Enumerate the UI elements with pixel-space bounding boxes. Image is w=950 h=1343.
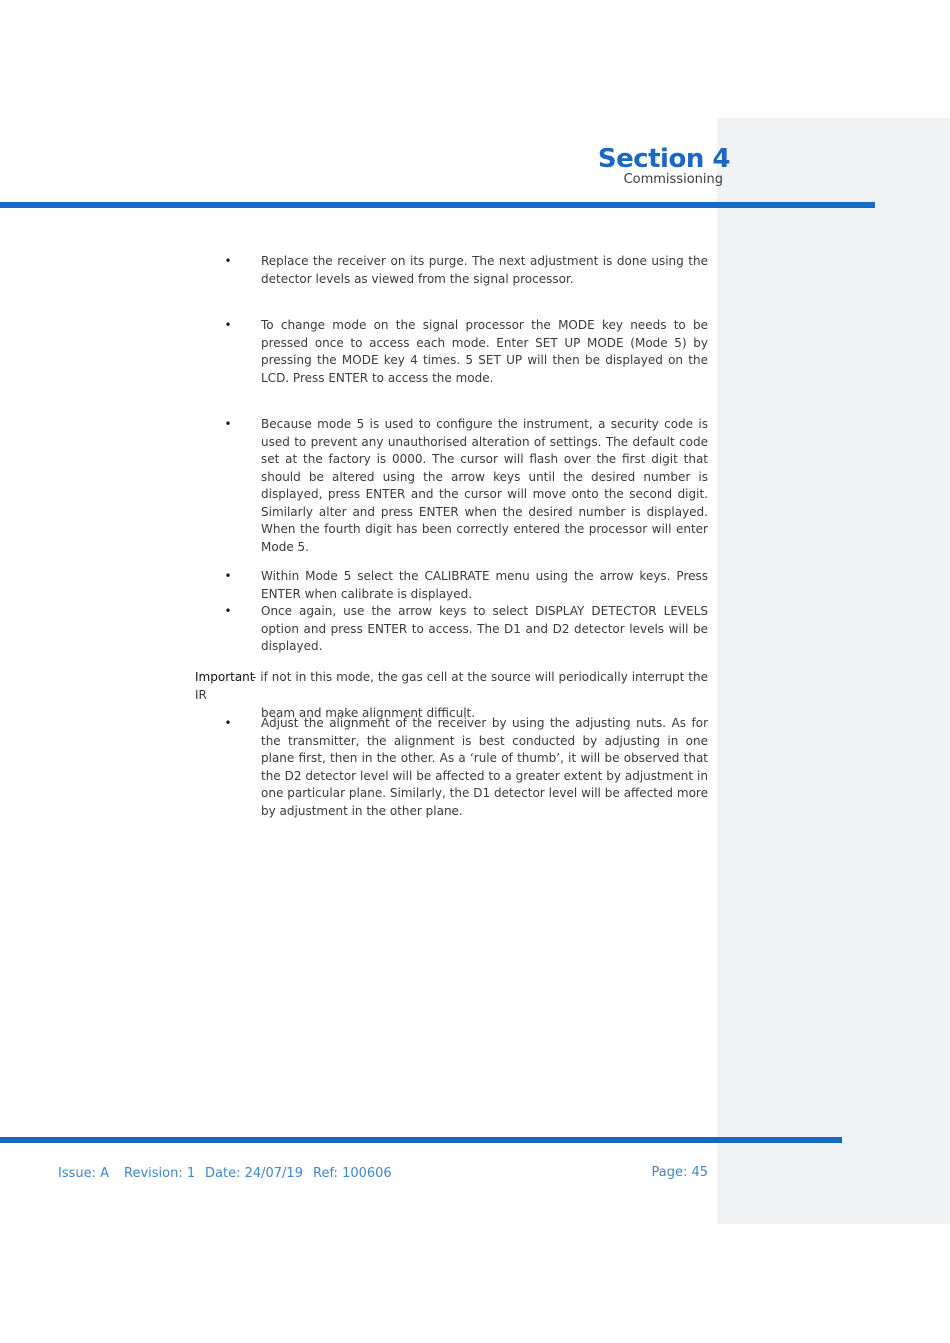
list-item: [222, 715, 708, 820]
side-panel-background: [717, 118, 950, 1224]
footer-revision: Revision: 1: [124, 1166, 196, 1181]
footer-rule: [0, 1137, 842, 1143]
bullet-icon: •: [224, 569, 232, 583]
list-item: [222, 568, 708, 603]
bullet-icon: •: [224, 318, 232, 332]
footer-issue: Issue: A: [58, 1166, 110, 1181]
bullet-icon: •: [224, 417, 232, 431]
important-text-line2: beam and make alignment difficult.: [261, 706, 476, 720]
list-item-text: Once again, use the arrow keys to select DISPLAY DETECTOR LEVELS option and press ENTER to access. The D1 and D2 detector levels will be displayed.: [261, 604, 708, 653]
list-item-text: Adjust the alignment of the receiver by using the adjusting nuts. As for the transmitter, the alignment is best conducted by adjusting in one plane first, then in the other. As a ‘rule of thumb’, it will be observed that the D2 detector level will be affected to a greater extent by adjustment in one particular plane. Similarly, the D1 detector level will be affected more by adjustment in the other plane.: [261, 716, 708, 818]
list-item-text: Within Mode 5 select the CALIBRATE menu using the arrow keys. Press ENTER when calibrate is displayed.: [261, 569, 708, 601]
list-item-text: Replace the receiver on its purge. The next adjustment is done using the detector levels as viewed from the signal processor.: [261, 254, 708, 286]
bullet-icon: •: [224, 604, 232, 618]
list-item-text: Because mode 5 is used to configure the instrument, a security code is used to prevent any unauthorised alteration of settings. The default code set at the factory is 0000. The cursor will flash over the first digit that should be altered using the arrow keys until the desired number is displayed, press ENTER and the cursor will move onto the second digit. Similarly alter and press ENTER when the desired number is displayed. When the fourth digit has been correctly entered the processor will enter Mode 5.: [261, 417, 708, 554]
footer-page-number: Page: 45: [651, 1165, 708, 1180]
footer-ref: Ref: 100606: [313, 1166, 392, 1181]
list-item: [222, 603, 708, 656]
list-item: [222, 416, 708, 556]
list-item: [222, 317, 708, 387]
list-item: [222, 253, 708, 288]
header-rule: [0, 202, 875, 208]
important-note: [195, 668, 708, 722]
footer-date: Date: 24/07/19: [205, 1166, 303, 1181]
bullet-icon: •: [224, 716, 232, 730]
section-title: Section 4: [597, 144, 730, 174]
section-subtitle: Commissioning: [623, 172, 723, 187]
important-text-line1: - if not in this mode, the gas cell at the source will periodically interrupt the IR: [195, 670, 708, 702]
list-item-text: To change mode on the signal processor the MODE key needs to be pressed once to access each mode. Enter SET UP MODE (Mode 5) by pressing the MODE key 4 times. 5 SET UP will then be displayed on the LCD. Press ENTER to access the mode.: [261, 318, 708, 385]
bullet-icon: •: [224, 254, 232, 268]
important-label: Important: [195, 670, 255, 684]
